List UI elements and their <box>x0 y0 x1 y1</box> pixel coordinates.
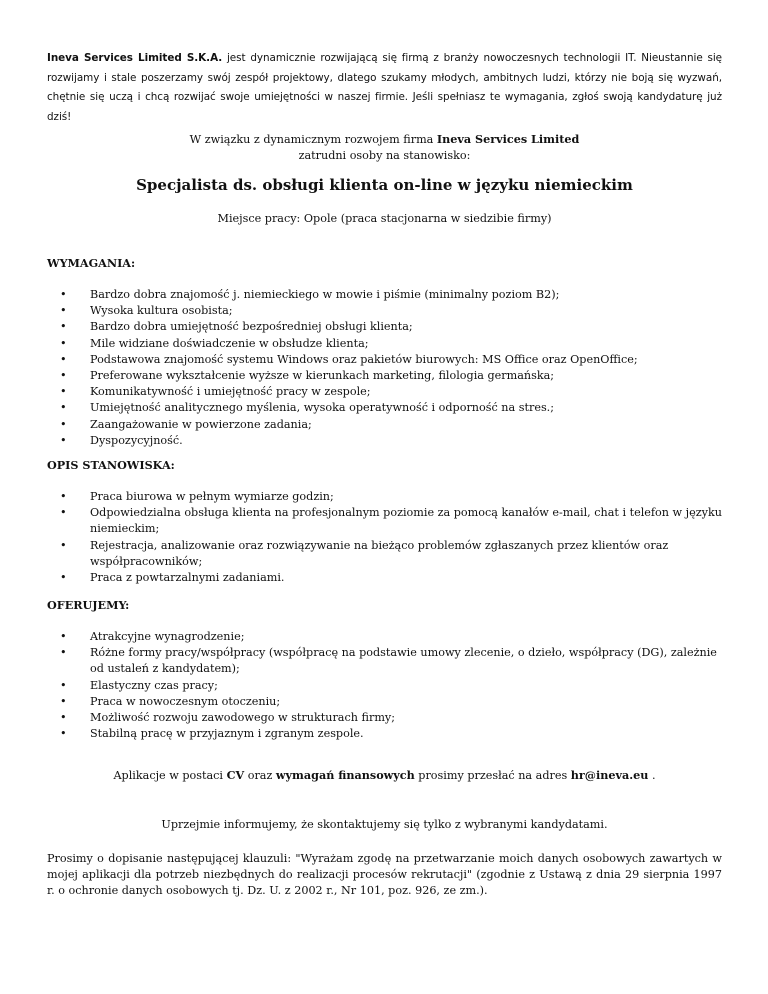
list-item <box>47 336 722 352</box>
bullet-icon: • <box>60 678 67 692</box>
apply-cv: CV <box>226 768 245 782</box>
description-heading: OPIS STANOWISKA: <box>47 458 175 472</box>
list-item-text: Dyspozycyjność. <box>90 433 183 447</box>
list-item <box>47 417 722 433</box>
requirements-list <box>47 287 722 449</box>
list-item <box>47 489 722 505</box>
list-item <box>47 629 722 645</box>
list-item-text: Rejestracja, analizowanie oraz rozwiązywanie na bieżąco problemów zgłaszanych przez klientów oraz współpracowników; <box>90 538 669 568</box>
bullet-icon: • <box>60 288 67 301</box>
list-item-text: Bardzo dobra znajomość j. niemieckiego w mowie i piśmie (minimalny poziom B2); <box>90 288 560 301</box>
list-item-text: Podstawowa znajomość systemu Windows oraz pakietów biurowych: MS Office oraz OpenOffice; <box>90 352 638 366</box>
hiring-company-name: Ineva Services Limited <box>436 132 580 146</box>
list-item-text: Praca biurowa w pełnym wymiarze godzin; <box>90 490 334 503</box>
list-item <box>47 319 722 335</box>
bullet-icon: • <box>60 727 67 741</box>
apply-text-1: Aplikacje w postaci <box>113 769 227 782</box>
apply-salary-requirements: wymagań finansowych <box>275 768 415 782</box>
description-list <box>47 489 722 586</box>
offer-section <box>47 597 722 742</box>
bullet-icon: • <box>60 352 67 366</box>
list-item <box>47 645 722 677</box>
bullet-icon: • <box>60 417 67 431</box>
offer-list <box>47 629 722 742</box>
list-item-text: Stabilną pracę w przyjaznym i zgranym zespole. <box>90 727 364 741</box>
hiring-line-1-text: W związku z dynamicznym rozwojem firma <box>189 133 437 146</box>
apply-text-4: . <box>648 769 656 782</box>
list-item-text: Elastyczny czas pracy; <box>90 678 218 692</box>
list-item-text: Praca z powtarzalnymi zadaniami. <box>90 571 285 585</box>
offer-heading: OFERUJEMY: <box>47 598 130 612</box>
list-item <box>47 694 722 710</box>
bullet-icon: • <box>60 401 67 415</box>
bullet-icon: • <box>60 304 67 318</box>
list-item <box>47 384 722 400</box>
list-item-text: Wysoka kultura osobista; <box>90 304 233 318</box>
list-item <box>47 352 722 368</box>
requirements-heading: WYMAGANIA: <box>47 256 136 270</box>
apply-email-address: hr@ineva.eu <box>570 768 649 782</box>
list-item <box>47 287 722 303</box>
apply-text-3: prosimy przesłać na adres <box>414 769 571 782</box>
hiring-line-1 <box>47 131 722 148</box>
list-item-text: Bardzo dobra umiejętność bezpośredniej obsługi klienta; <box>90 320 413 334</box>
bullet-icon: • <box>60 694 67 708</box>
list-item-text: Praca w nowoczesnym otoczeniu; <box>90 694 281 708</box>
bullet-icon: • <box>60 369 67 383</box>
list-item <box>47 570 722 586</box>
bullet-icon: • <box>60 538 67 552</box>
position-title: Specjalista ds. obsługi klienta on-line w języku niemieckim <box>136 176 633 194</box>
list-item <box>47 538 722 570</box>
list-item-text: Możliwość rozwoju zawodowego w strukturach firmy; <box>90 711 396 725</box>
list-item-text: Zaangażowanie w powierzone zadania; <box>90 417 312 431</box>
bullet-icon: • <box>60 320 67 334</box>
apply-text-2: oraz <box>244 769 276 782</box>
hiring-line-2: zatrudni osoby na stanowisko: <box>298 149 471 162</box>
bullet-icon: • <box>60 385 67 399</box>
bullet-icon: • <box>60 711 67 725</box>
list-item-text: Odpowiedzialna obsługa klienta na profesjonalnym poziomie za pomocą kanałów e-mail, chat i telefon w języku niemieckim; <box>90 506 722 536</box>
list-item <box>47 505 722 537</box>
list-item-text: Atrakcyjne wynagrodzenie; <box>90 630 245 643</box>
intro-paragraph <box>47 49 722 127</box>
list-item <box>47 726 722 742</box>
bullet-icon: • <box>60 336 67 350</box>
list-item <box>47 368 722 384</box>
requirements-section <box>47 255 722 449</box>
bullet-icon: • <box>60 646 67 660</box>
list-item-text: Mile widziane doświadczenie w obsłudze klienta; <box>90 336 369 350</box>
workplace-line: Miejsce pracy: Opole (praca stacjonarna w siedzibie firmy) <box>217 212 552 225</box>
intro-company-name: Ineva Services Limited S.K.A. <box>47 52 223 64</box>
bullet-icon: • <box>60 433 67 447</box>
gdpr-clause: Prosimy o dopisanie następującej klauzuli: "Wyrażam zgodę na przetwarzanie moich danych osobowych zawartych w mojej aplikacji dla potrzeb niezbędnych do realizacji procesów rekrutacji" (zgodnie z Ustawą z dnia 29 sierpnia 1997 r. o ochronie danych osobowych tj. Dz. U. z 2002 r., Nr 101, poz. 926, ze zm.). <box>47 852 722 897</box>
intro-text: jest dynamicznie rozwijającą się firmą z branży nowoczesnych technologii IT. Nieustannie się rozwijamy i stale poszerzamy swój zespół projektowy, dlatego szukamy młodych, ambitnych ludzi, którzy nie boją się wyzwań, chętnie się uczą i chcą rozwijać swoje umiejętności w naszej firmie. Jeśli spełniasz te wymagania, zgłoś swoją kandydaturę już dziś! <box>47 52 723 123</box>
bullet-icon: • <box>60 490 67 503</box>
list-item-text: Komunikatywność i umiejętność pracy w zespole; <box>90 385 371 399</box>
list-item-text: Różne formy pracy/współpracy (współpracę na podstawie umowy zlecenie, o dzieło, współpracy (DG), zależnie od ustaleń z kandydatem); <box>90 646 717 676</box>
list-item <box>47 433 722 449</box>
list-item <box>47 678 722 694</box>
list-item-text: Preferowane wykształcenie wyższe w kierunkach marketing, filologia germańska; <box>90 369 555 383</box>
bullet-icon: • <box>60 506 67 520</box>
list-item <box>47 710 722 726</box>
bullet-icon: • <box>60 630 67 643</box>
hiring-announcement <box>47 131 722 164</box>
list-item <box>47 400 722 416</box>
bullet-icon: • <box>60 571 67 585</box>
list-item-text: Umiejętność analitycznego myślenia, wysoka operatywność i odporność na stres.; <box>90 401 555 415</box>
application-instructions <box>47 767 722 784</box>
list-item <box>47 303 722 319</box>
contact-notice: Uprzejmie informujemy, że skontaktujemy się tylko z wybranymi kandydatami. <box>161 818 608 831</box>
description-section <box>47 457 722 586</box>
